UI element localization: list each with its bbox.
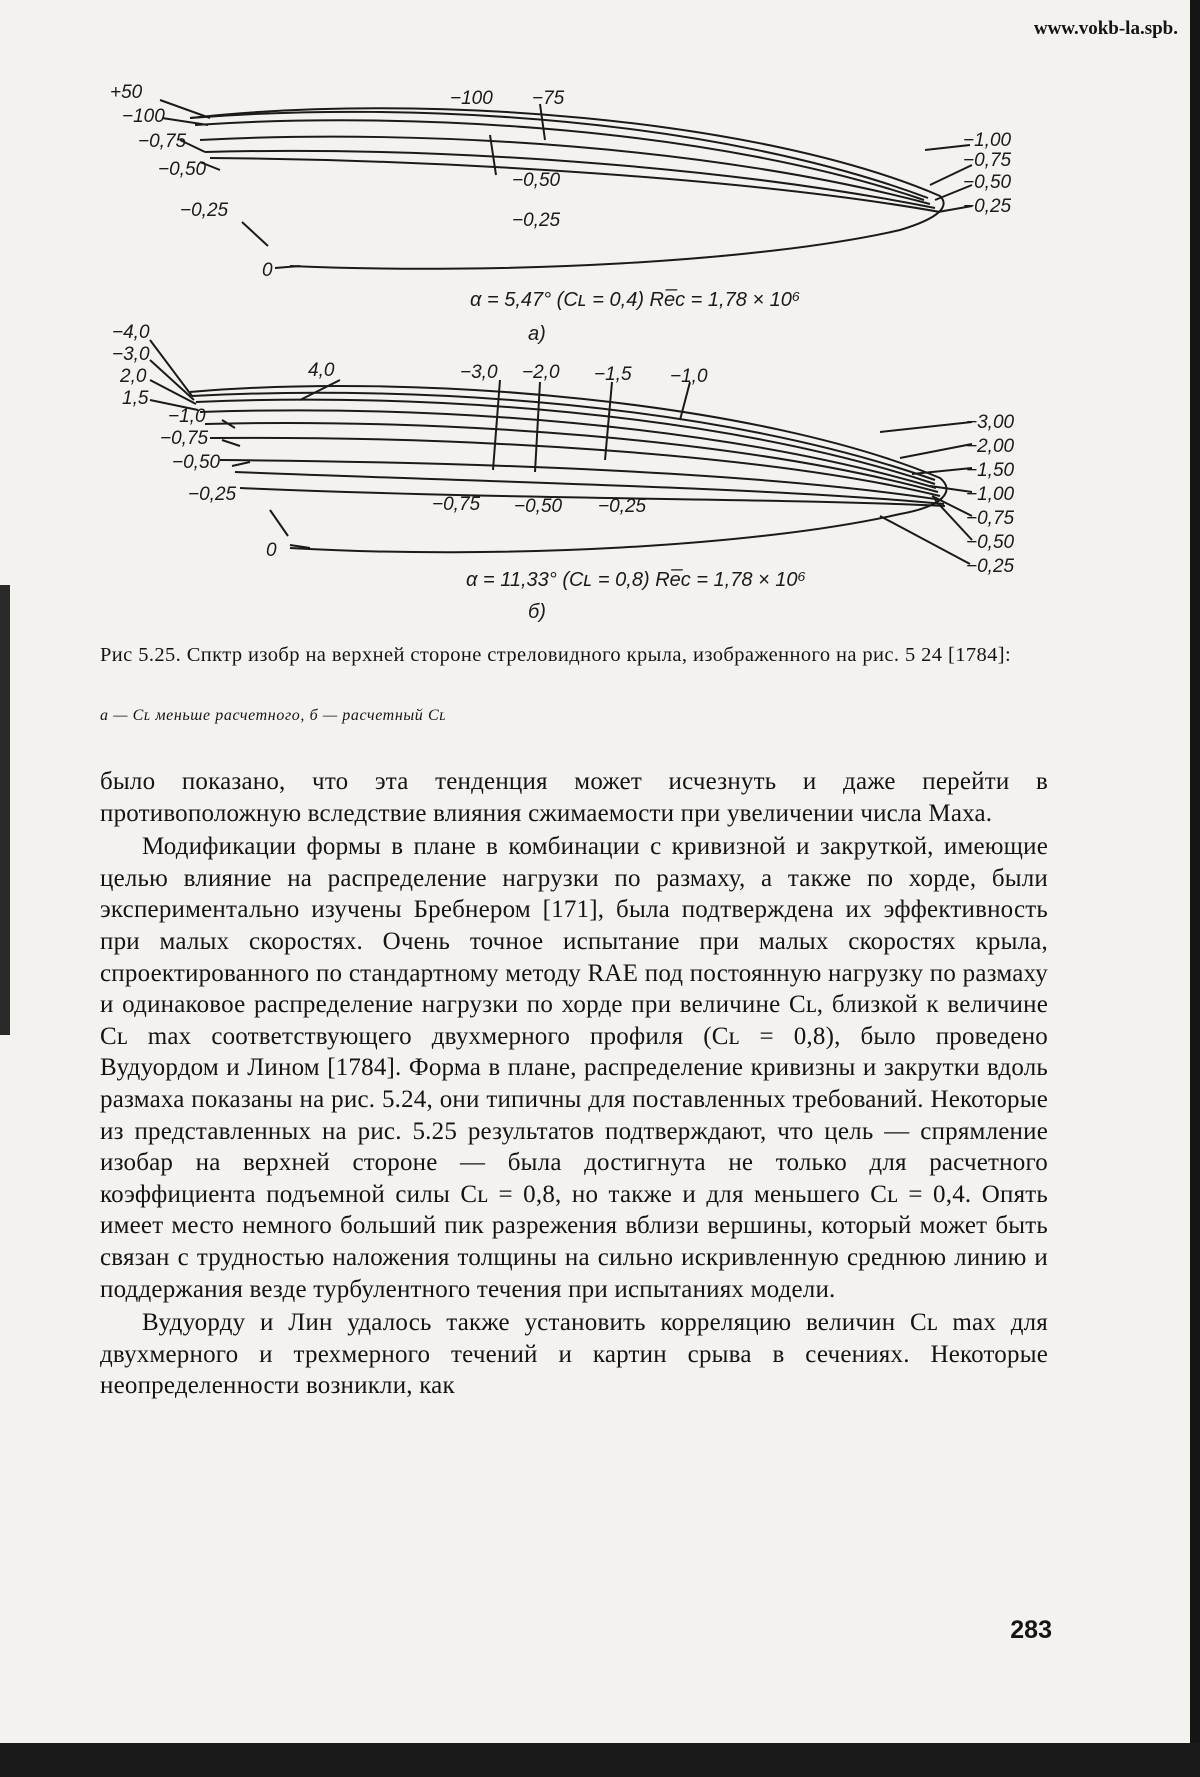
leader-line [162,118,208,125]
leader-line [300,380,340,400]
label-left-a-3: −0,50 [158,159,207,180]
label-mid-b-0: −0,75 [432,494,481,515]
isobar-figure [0,0,1200,640]
page-number: 283 [1010,1616,1052,1644]
isobar-line [196,400,935,484]
label-mid-b-2: −0,25 [598,496,647,517]
header-url: www.vokb-la.spb. [1033,18,1178,39]
condition-b: α = 11,33° (Cʟ = 0,8) Re̅c = 1,78 × 10⁶ [466,569,806,591]
label-left-a-0: +50 [110,82,143,103]
isobar-line [240,488,945,506]
label-left-b-5: −0,75 [160,428,209,449]
label-top-b-1: −3,0 [460,362,498,383]
leader-line [275,266,300,268]
leader-line [493,380,500,470]
leader-line [900,444,972,458]
paragraph: было показано, что эта тенденция может исчезнуть и даже перейти в противоположную вследствие влияния сжимаемости при увеличении числа Маха. [100,768,1048,827]
label-right-a-3: −0,25 [963,196,1012,217]
label-left-b-0: −4,0 [112,322,150,343]
condition-a: α = 5,47° (Cʟ = 0,4) Re̅c = 1,78 × 10⁶ [470,289,801,311]
leader-line [242,222,268,246]
wing-section-b [150,340,972,564]
label-right-b-0: −3,00 [966,412,1015,433]
label-left-b-8: 0 [266,540,277,561]
figure-tag-a: а) [528,323,546,345]
label-top-a-1: −75 [532,88,565,109]
label-left-a-1: −100 [122,106,165,127]
label-left-b-2: 2,0 [120,366,147,387]
leader-line [150,360,194,400]
label-top-a-0: −100 [450,88,493,109]
leader-line [540,104,545,140]
label-mid-a-0: −0,50 [512,170,561,191]
wing-section-a [160,100,972,269]
label-mid-a-1: −0,25 [512,210,561,231]
wing-outline-a [190,108,944,269]
label-top-b-4: −1,0 [670,366,708,387]
label-right-b-4: −0,75 [966,508,1015,529]
isobar-line [220,460,942,500]
paragraph: Модификации формы в плане в комбинации с кривизной и закруткой, имеющие целью влияние на распределение нагрузки по размаху, а также по хорде, были экспериментально изучены Бребнером [171], была подтверждена их эффективность при малых скоростях. Очень точное испытание при малых скоростях крыла, спроектированного по стандартному методу RAE под постоянную нагрузку по размаху и одинаковое распределение нагрузки по хорде при величине Cʟ, близкой к величине Cʟ max соответствующего двухмерного профиля (Cʟ = 0,8), было проведено Вудуордом и Лином [1784]. Форма в плане, распределение кривизны и закрутки вдоль размаха показаны на рис. 5.24, они типичны для поставленных требований. Некоторые из представленных на рис. 5.25 результатов подтверждают, что цель — спрямление изобар на верхней стороне — была достигнута не только для расчетного коэффициента подъемной силы Cʟ = 0,8, но также и для меньшего Cʟ = 0,4. Опять имеет место немного больший пик разрежения вблизи вершины, который может быть связан с трудностью наложения толщины на сильно искривленную среднюю линию и поддержания везде турбулентного течения при испытаниях модели. [100,833,1048,1303]
label-top-b-0: 4,0 [308,360,335,381]
label-right-b-3: −1,00 [966,484,1015,505]
leader-line [160,100,210,118]
label-left-b-7: −0,25 [188,484,237,505]
leader-line [232,462,250,466]
label-right-b-2: −1,50 [966,460,1015,481]
label-right-b-5: −0,50 [966,532,1015,553]
label-left-a-2: −0,75 [138,131,187,152]
label-left-a-4: −0,25 [180,200,229,221]
label-left-b-3: 1,5 [122,388,149,409]
figure-tag-b: б) [528,601,546,623]
leader-line [222,440,240,446]
leader-line [680,382,690,420]
scan-edge-bottom [0,1743,1200,1777]
paragraph: Вудуорду и Лин удалось также установить корреляцию величин Cʟ max для двухмерного и трехмерного течений и картин срыва в сечениях. Некоторые неопределенности возникли, как [100,1309,1048,1400]
leader-line [880,422,972,432]
label-right-b-6: −0,25 [966,556,1015,577]
isobar-line [205,423,938,492]
label-top-b-3: −1,5 [594,364,632,385]
leader-line [270,510,288,536]
body-text [100,766,1048,1402]
leader-line [150,340,192,396]
label-top-b-2: −2,0 [522,362,560,383]
label-mid-b-1: −0,50 [514,496,563,517]
scan-edge-left [0,585,10,1035]
label-right-a-2: −0,50 [963,172,1012,193]
label-left-b-6: −0,50 [172,452,221,473]
label-right-b-1: −2,00 [966,436,1015,457]
label-right-a-1: −0,75 [963,150,1012,171]
label-left-b-1: −3,0 [112,344,150,365]
label-left-b-4: −1,0 [168,406,206,427]
leader-line [605,382,612,460]
figure-caption: Рис 5.25. Спктр изобр на верхней стороне стреловидного крыла, изображенного на рис. 5 24 [1784]: [100,644,1012,666]
figure-caption-legend: а — Cʟ меньше расчетного, б — расчетный Cʟ [100,707,447,724]
label-right-a-0: −1,00 [963,130,1012,151]
label-left-a-5: 0 [262,260,273,281]
